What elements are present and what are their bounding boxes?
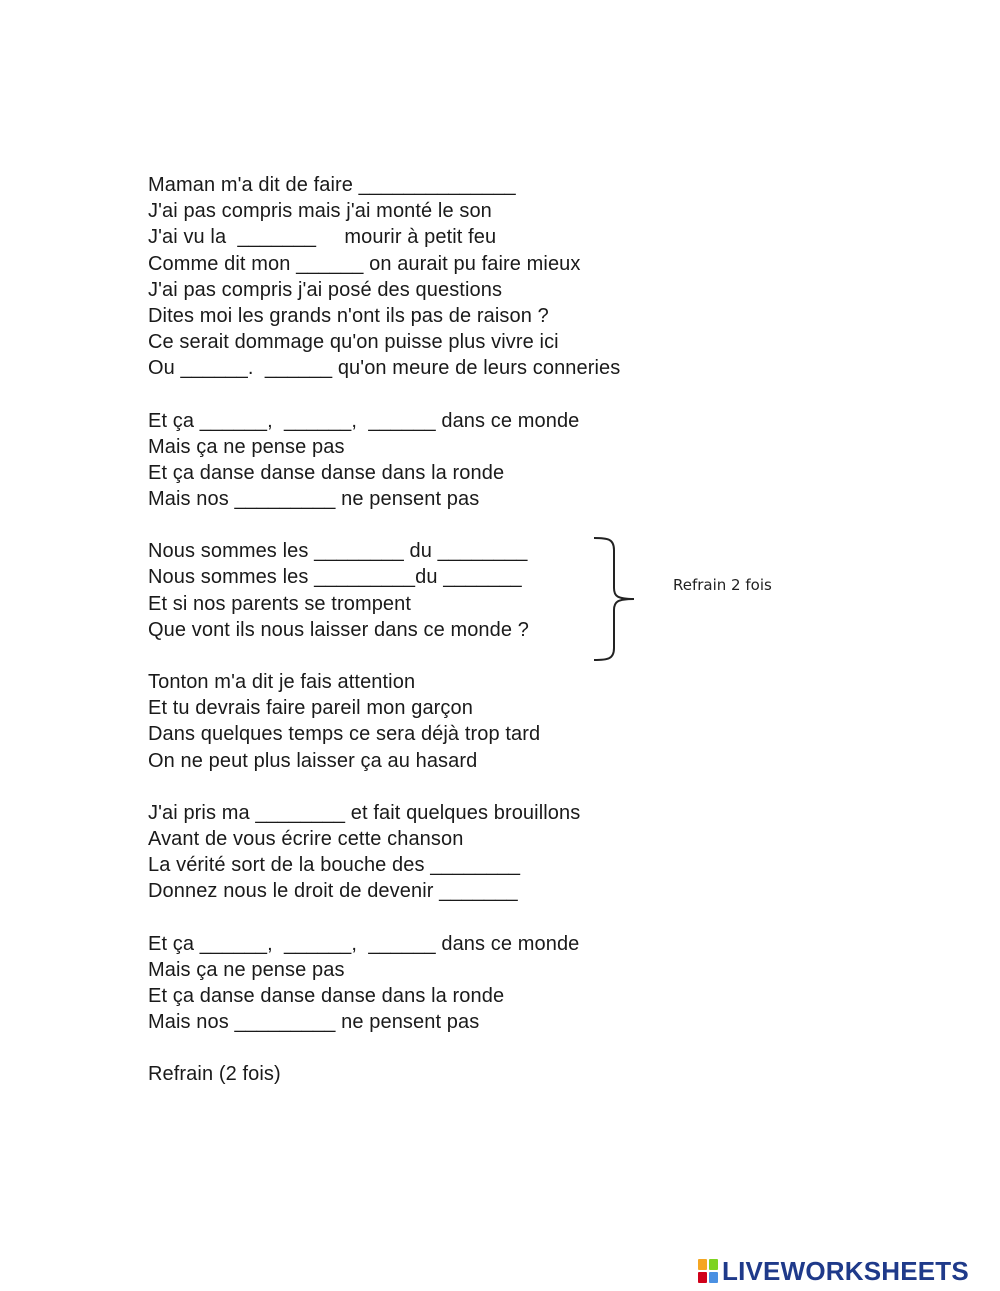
lyric-line: J'ai vu la _______ mourir à petit feu	[148, 226, 497, 249]
lyric-line: Ce serait dommage qu'on puisse plus vivre ici	[148, 331, 559, 354]
lyric-line: Dans quelques temps ce sera déjà trop tard	[148, 723, 541, 746]
lyric-line: Ou ______. ______ qu'on meure de leurs conneries	[148, 357, 621, 380]
stanza-prechorus-1	[148, 408, 708, 513]
logo-mark-tile	[698, 1272, 707, 1283]
lyric-line: Comme dit mon ______ on aurait pu faire mieux	[148, 252, 581, 275]
logo-mark-tile	[709, 1259, 718, 1270]
stanza-prechorus-2	[148, 931, 708, 1036]
lyric-line: Avant de vous écrire cette chanson	[148, 827, 464, 850]
lyric-line: Dites moi les grands n'ont ils pas de raison ?	[148, 304, 549, 327]
lyric-line: Maman m'a dit de faire ______________	[148, 174, 516, 196]
lyric-line: Et ça ______, ______, ______ dans ce monde	[148, 932, 580, 955]
lyric-line: La vérité sort de la bouche des ________	[148, 854, 521, 877]
lyric-line: J'ai pris ma ________ et fait quelques brouillons	[148, 801, 581, 824]
lyric-line: Mais ça ne pense pas	[148, 435, 345, 458]
logo-wordmark: LIVEWORKSHEETS	[722, 1255, 969, 1286]
stanza-verse-3	[148, 800, 708, 905]
logo-mark-tile	[709, 1272, 718, 1283]
liveworksheets-logo	[697, 1253, 969, 1289]
lyric-line: Donnez nous le droit de devenir _______	[148, 880, 518, 903]
lyric-line: Nous sommes les ________ du ________	[148, 540, 528, 563]
stanza-refrain-repeat	[148, 1061, 708, 1087]
logo-mark-tile	[698, 1259, 707, 1270]
lyric-line: On ne peut plus laisser ça au hasard	[148, 749, 478, 772]
lyric-line: Mais nos _________ ne pensent pas	[148, 1011, 480, 1034]
lyric-line: Que vont ils nous laisser dans ce monde ?	[148, 618, 529, 641]
lyric-line: Et ça ______, ______, ______ dans ce monde	[148, 409, 580, 432]
lyric-line: Et tu devrais faire pareil mon garçon	[148, 697, 473, 720]
liveworksheets-logo-icon	[697, 1258, 719, 1284]
refrain-note: Refrain 2 fois	[673, 576, 772, 594]
stanza-verse-1	[148, 172, 708, 382]
lyric-line: Et si nos parents se trompent	[148, 592, 412, 615]
lyric-line: Tonton m'a dit je fais attention	[148, 671, 416, 693]
lyric-line: Mais ça ne pense pas	[148, 958, 345, 981]
lyric-line: Nous sommes les _________du _______	[148, 566, 522, 589]
stanza-verse-2	[148, 669, 708, 774]
lyric-line: J'ai pas compris mais j'ai monté le son	[148, 200, 492, 223]
lyric-line: J'ai pas compris j'ai posé des questions	[148, 278, 503, 301]
curly-brace-icon	[590, 536, 640, 662]
lyric-line: Et ça danse danse danse dans la ronde	[148, 461, 505, 484]
lyric-line: Mais nos _________ ne pensent pas	[148, 488, 480, 511]
lyric-line: Et ça danse danse danse dans la ronde	[148, 984, 505, 1007]
lyric-line: Refrain (2 fois)	[148, 1063, 281, 1086]
